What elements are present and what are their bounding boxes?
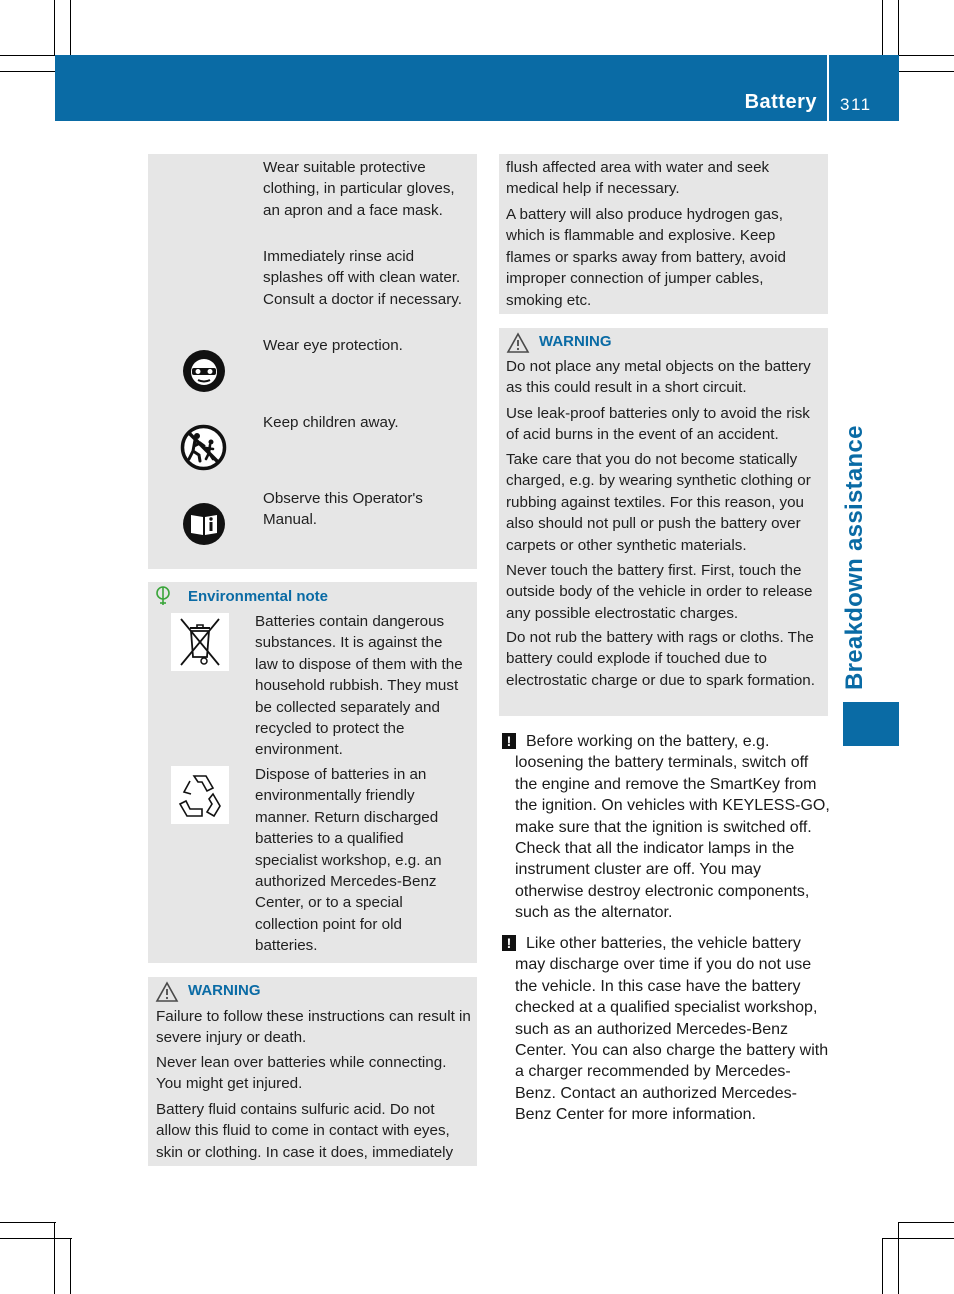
crop-mark	[899, 71, 954, 72]
crop-mark	[898, 1222, 899, 1294]
warning-text: Use leak-proof batteries only to avoid the risk of acid burns in the event of an accident.	[506, 405, 810, 444]
crossed-out-bin-icon	[171, 613, 229, 671]
crop-mark	[54, 0, 55, 56]
crop-mark	[70, 0, 71, 56]
page-number: 311	[840, 95, 872, 114]
hazard-text-manual: Observe this Operator's Manual.	[263, 490, 423, 529]
crop-mark	[882, 0, 883, 56]
operators-manual-icon	[182, 502, 226, 546]
environmental-text-disposal: Batteries contain dangerous substances. It is against the law to dispose of them with the household rubbish. They must be collected separately and recycled to protect the environment.	[255, 613, 463, 759]
header-separator	[827, 55, 829, 121]
lightbulb-icon	[154, 585, 172, 607]
warning-text: Do not rub the battery with rags or cloths. The battery could explode if touched due to electrostatic charge or due to spark formation.	[506, 629, 815, 689]
hazard-text-eye: Wear eye protection.	[263, 337, 403, 354]
environmental-note-heading: Environmental note	[188, 588, 329, 605]
section-title: Battery	[744, 91, 817, 113]
warning-triangle-icon	[155, 981, 179, 1003]
note-text: Like other batteries, the vehicle battery may discharge over time if you do not use the vehicle. In this case have the battery checked at a qualified specialist workshop, such as an authorized Mercedes-Benz Center. You can also charge the battery with a charger recommended by Mercedes-Benz. Contact an authorized Mercedes-Benz Center for more information.	[515, 935, 829, 1124]
hazard-text-clothing: Wear suitable protective clothing, in particular gloves, an apron and a face mask.	[263, 159, 455, 219]
warning-text: A battery will also produce hydrogen gas, which is flammable and explosive. Keep flames or sparks away from battery, avoid improper connection of jumper cables, smoking etc.	[506, 206, 786, 309]
hazard-text-children: Keep children away.	[263, 414, 399, 431]
crop-mark	[0, 1238, 72, 1239]
crop-mark	[898, 1222, 954, 1223]
warning-text: Never touch the battery first. First, touch the outside body of the vehicle in order to release any possible electrostatic charges.	[506, 562, 813, 622]
exclamation-icon: !	[502, 733, 516, 749]
crop-mark	[0, 1222, 56, 1223]
chapter-tab	[843, 702, 899, 746]
environmental-text-recycle: Dispose of batteries in an environmentally friendly manner. Return discharged batteries to a qualified specialist workshop, e.g. an authorized Mercedes-Benz Center, or to a special collection point for old batteries.	[255, 766, 442, 955]
crop-mark	[0, 71, 56, 72]
note-text-alternator	[515, 731, 831, 924]
warning-text: Failure to follow these instructions can result in severe injury or death.	[156, 1008, 471, 1047]
crop-mark	[54, 1222, 55, 1294]
crop-mark	[898, 0, 899, 56]
note-text: Before working on the battery, e.g. loosening the battery terminals, switch off the engine and remove the SmartKey from the ignition. On vehicles with KEYLESS-GO, make sure that the ignition is switched off. Check that all the indicator lamps in the instrument cluster are off. You may otherwise destroy electronic components, such as the alternator.	[515, 733, 830, 922]
warning-text: Never lean over batteries while connecting. You might get injured.	[156, 1054, 447, 1093]
crop-mark	[70, 1238, 71, 1294]
warning-heading: WARNING	[539, 333, 612, 350]
crop-mark	[882, 1238, 883, 1294]
chapter-title: Breakdown assistance	[841, 425, 868, 690]
recycling-icon	[171, 766, 229, 824]
warning-text: Take care that you do not become statically charged, e.g. by wearing synthetic clothing or rubbing against textiles. For this reason, you also should not pull or push the battery over carpets or other synthetic materials.	[506, 451, 811, 554]
warning-text: Battery fluid contains sulfuric acid. Do not allow this fluid to come in contact with eyes, skin or clothing. In case it does, immediately	[156, 1101, 454, 1161]
warning-heading: WARNING	[188, 982, 261, 999]
eye-protection-icon	[182, 349, 226, 393]
exclamation-icon: !	[502, 935, 516, 951]
crop-mark	[882, 1238, 954, 1239]
note-text-discharge	[515, 933, 831, 1126]
warning-text: flush affected area with water and seek medical help if necessary.	[506, 159, 770, 198]
page-header	[55, 55, 899, 121]
keep-children-away-icon	[180, 424, 227, 471]
warning-text: Do not place any metal objects on the battery as this could result in a short circuit.	[506, 358, 811, 397]
crop-mark	[899, 55, 954, 56]
crop-mark	[0, 55, 56, 56]
warning-triangle-icon	[506, 332, 530, 354]
hazard-text-rinse: Immediately rinse acid splashes off with clean water. Consult a doctor if necessary.	[263, 248, 462, 308]
